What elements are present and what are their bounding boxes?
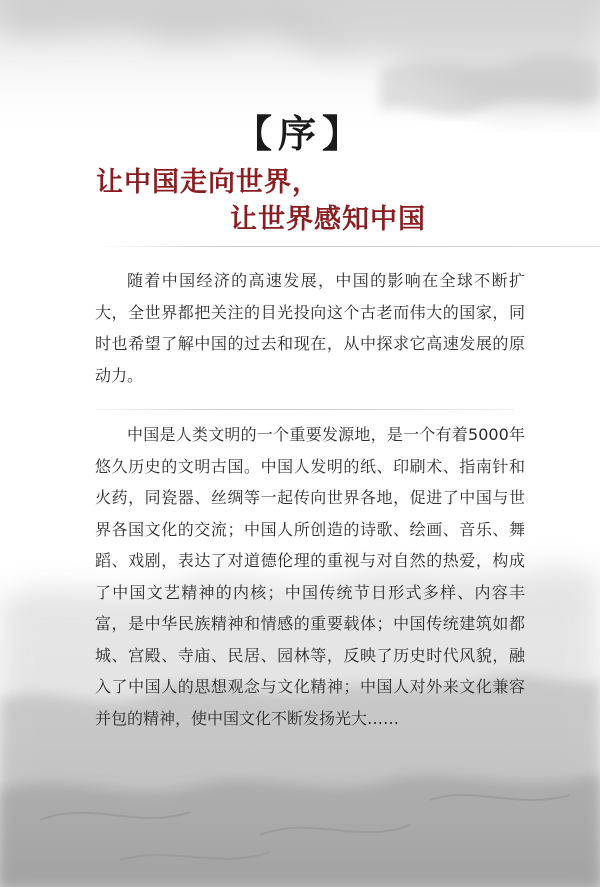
divider-line-middle — [95, 409, 515, 410]
paragraph-1: 随着中国经济的高速发展，中国的影响在全球不断扩大，全世界都把关注的目光投向这个古老而伟大的国家，同时也希望了解中国的过去和现在，从中探求它高速发展的原动力。 — [95, 271, 525, 385]
subtitle-line-1: 让中国走向世界， — [96, 167, 320, 198]
paragraph-2: 中国是人类文明的一个重要发源地，是一个有着5000年悠久历史的文明古国。中国人发明的纸、印刷术、指南针和火药，同瓷器、丝绸等一起传向世界各地，促进了中国与世界各国文化的交流；中国人所创造的诗歌、绘画、音乐、舞蹈、戏剧，表达了对道德伦理的重视与对自然的热爱，构成了中国文艺精神的内核；中国传统节日形式多样、内容丰富，是中华民族精神和情感的重要载体；中国传统建筑如都城、宫殿、寺庙、民居、园林等，反映了历史时代风貌，融入了中国人的思想观念与文化精神；中国人对外来文化兼容并包的精神，使中国文化不断发扬光大…… — [95, 425, 525, 728]
subtitle-line-2: 让世界感知中国 — [230, 204, 426, 235]
divider-line-top — [95, 246, 600, 247]
page-title: 【序】 — [233, 111, 366, 156]
